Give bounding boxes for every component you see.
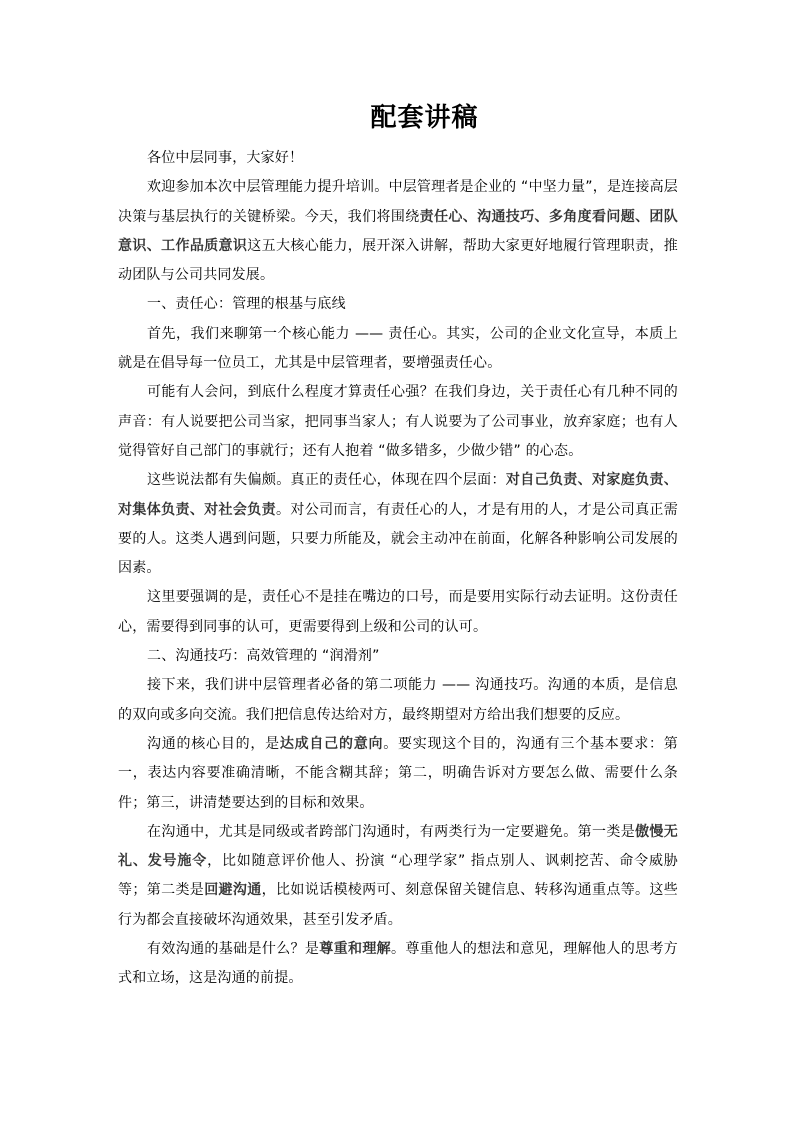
emphasized-text: 责任心、沟通技巧、多角度看问题、团队意识、工作品质意识 <box>118 208 678 254</box>
text-segment: 这些说法都有失偏颇。真正的责任心，体现在四个层面： <box>147 472 506 489</box>
text-segment: 二、沟通技巧：高效管理的 “润滑剂” <box>147 648 380 665</box>
emphasized-text: 回避沟通 <box>204 882 262 899</box>
paragraph <box>118 671 678 730</box>
emphasized-text: 对自己负责、对家庭负责、对集体负责、对社会负责 <box>118 472 678 518</box>
emphasized-text: 尊重和理解 <box>319 941 392 958</box>
text-segment: 首先，我们来聊第一个核心能力 —— 责任心。其实，公司的企业文化宣导，本质上就是在倡导每一位员工，尤其是中层管理者，要增强责任心。 <box>118 325 678 372</box>
document-body <box>118 144 678 994</box>
text-segment: 可能有人会问，到底什么程度才算责任心强？在我们身边，关于责任心有几种不同的声音：有人说要把公司当家，把同事当家人；有人说要为了公司事业，放弃家庭；也有人觉得管好自己部门的事就行；还有人抱着 “做多错多，少做少错” 的心态。 <box>118 384 678 459</box>
text-segment: 这五大核心能力，展开深入讲解，帮助大家更好地履行管理职责，推动团队与公司共同发展。 <box>118 237 678 284</box>
text-segment: 各位中层同事，大家好！ <box>147 150 304 166</box>
text-segment: ，比如随意评价他人、扮演 “心理学家” 指点别人、讽刺挖苦、命令威胁等；第二类是 <box>118 853 678 899</box>
text-segment: 接下来，我们讲中层管理者必备的第二项能力 —— 沟通技巧。沟通的本质，是信息的双向或多向交流。我们把信息传达给对方，最终期望对方给出我们想要的反应。 <box>118 677 678 723</box>
text-segment: 欢迎参加本次中层管理能力提升培训。中层管理者是企业的 “中坚力量”，是连接高层决策与基层执行的关键桥梁。今天，我们将围绕 <box>118 179 678 225</box>
paragraph <box>118 144 678 173</box>
paragraph <box>118 818 678 935</box>
paragraph <box>118 466 678 583</box>
text-segment: 在沟通中，尤其是同级或者跨部门沟通时，有两类行为一定要避免。第一类是 <box>147 823 636 840</box>
paragraph <box>118 935 678 994</box>
text-segment: 。尊重他人的想法和意见，理解他人的思考方式和立场，这是沟通的前提。 <box>118 941 678 987</box>
text-segment: 沟通的核心目的，是 <box>147 735 280 752</box>
emphasized-text: 傲慢无礼、发号施令 <box>118 823 678 870</box>
paragraph <box>118 173 678 290</box>
text-segment: 一、责任心：管理的根基与底线 <box>147 296 346 313</box>
text-segment: 这里要强调的是，责任心不是挂在嘴边的口号，而是要用实际行动去证明。这份责任心，需要得到同事的认可，更需要得到上级和公司的认可。 <box>118 589 678 635</box>
paragraph <box>118 642 678 671</box>
text-segment: 。要实现这个目的，沟通有三个基本要求：第一，表达内容要准确清晰，不能含糊其辞；第二，明确告诉对方要怎么做、需要什么条件；第三，讲清楚要达到的目标和效果。 <box>118 735 678 811</box>
emphasized-text: 达成自己的意向 <box>279 735 384 752</box>
text-segment: ，比如说话模棱两可、刻意保留关键信息、转移沟通重点等。这些行为都会直接破坏沟通效果，甚至引发矛盾。 <box>118 882 678 928</box>
document-page <box>118 100 678 994</box>
paragraph <box>118 320 678 379</box>
paragraph <box>118 730 678 818</box>
text-segment: 。对公司而言，有责任心的人，才是有用的人，才是公司真正需要的人。这类人遇到问题，只要力所能及，就会主动冲在前面，化解各种影响公司发展的因素。 <box>118 501 678 577</box>
paragraph <box>118 378 678 466</box>
paragraph <box>118 583 678 642</box>
paragraph <box>118 290 678 319</box>
document-title: 配套讲稿 <box>370 103 479 133</box>
text-segment: 有效沟通的基础是什么？是 <box>147 941 320 958</box>
